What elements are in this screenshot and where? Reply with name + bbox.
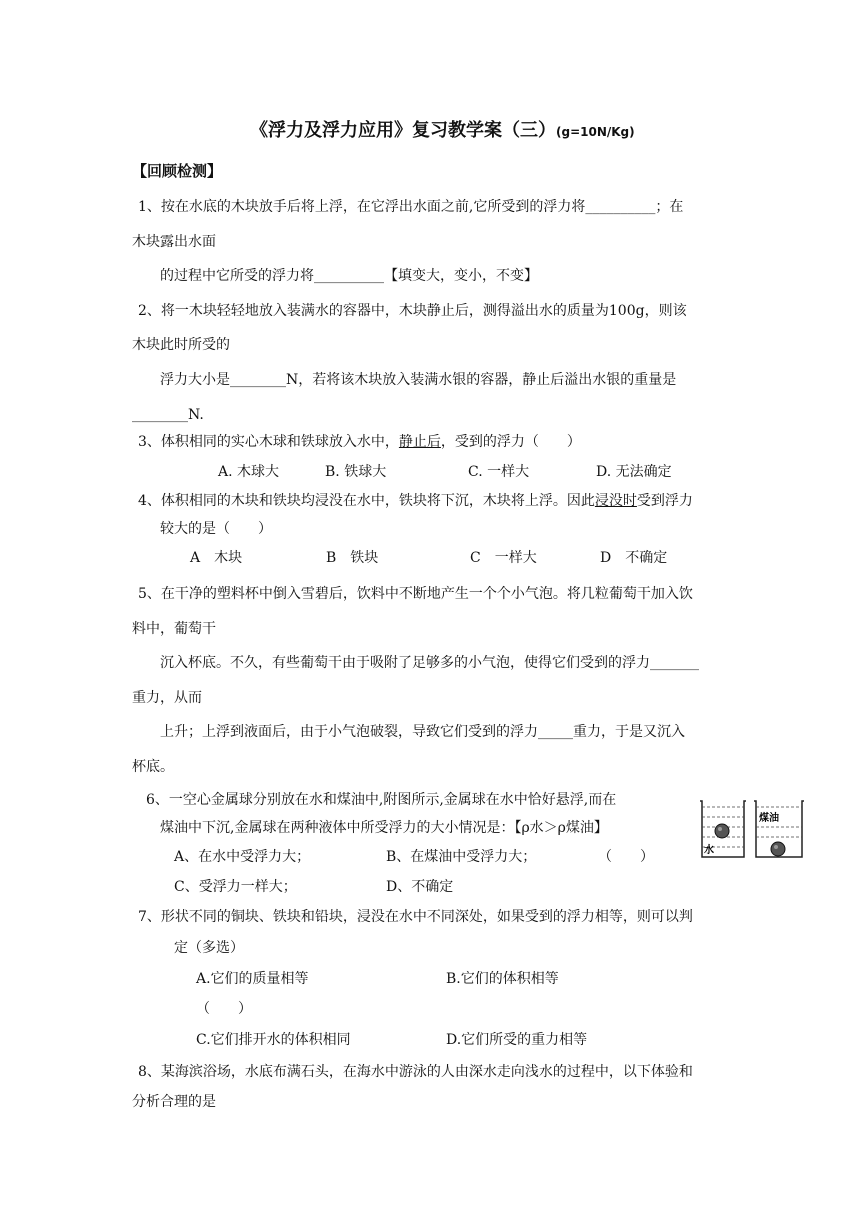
q1-line-3: 的过程中它所受的浮力将__________【填变大，变小，不变】 bbox=[160, 268, 538, 284]
q5-line-4: 重力，从而 bbox=[132, 690, 202, 706]
q6-option-a: A、在水中受浮力大； bbox=[174, 849, 311, 865]
q4-stem bbox=[138, 491, 693, 511]
q6-option-b: B、在煤油中受浮力大； bbox=[386, 849, 537, 865]
q5-line-6: 杯底。 bbox=[132, 759, 174, 775]
q3-option-d: D. 无法确定 bbox=[596, 464, 672, 480]
q6-answer-paren: （ ） bbox=[598, 849, 654, 865]
q4-stem-pre: 4、体积相同的木块和铁块均浸没在水中，铁块将下沉，木块将上浮。因此 bbox=[138, 493, 595, 509]
q3-stem-post: ，受到的浮力（ ） bbox=[440, 434, 581, 450]
q4-stem-post: 受到浮力 bbox=[636, 493, 693, 509]
ball-suspended bbox=[715, 824, 729, 838]
q1-line-1: 1、按在水底的木块放手后将上浮，在它浮出水面之前,它所受到的浮力将__________；在 bbox=[138, 199, 684, 215]
q3-stem bbox=[138, 432, 581, 452]
q8-line-1: 8、某海滨浴场，水底布满石头，在海水中游泳的人由深水走向浅水的过程中，以下体验和 bbox=[138, 1064, 693, 1080]
q5-line-3: 沉入杯底。不久，有些葡萄干由于吸附了足够多的小气泡，使得它们受到的浮力_______ bbox=[160, 655, 699, 671]
beaker-figure bbox=[698, 795, 810, 865]
q7-answer-paren: （ ） bbox=[196, 1001, 252, 1017]
q2-line-1: 2、将一木块轻轻地放入装满水的容器中，木块静止后，测得溢出水的质量为100g，则该 bbox=[138, 303, 687, 319]
oil-label: 煤油 bbox=[759, 813, 779, 824]
beaker-figure-svg bbox=[698, 795, 810, 865]
section-heading: 【回顾检测】 bbox=[132, 162, 223, 180]
q3-stem-pre: 3、体积相同的实心木球和铁球放入水中， bbox=[138, 434, 399, 450]
q6-option-d: D、不确定 bbox=[386, 879, 454, 895]
q4-option-c: C 一样大 bbox=[470, 550, 537, 566]
page-title bbox=[250, 116, 635, 142]
q4-option-b: B 铁块 bbox=[326, 550, 379, 566]
ball-sunk bbox=[771, 842, 785, 856]
q7-line-1: 7、形状不同的铜块、铁块和铅块，浸没在水中不同深处，如果受到的浮力相等，则可以判 bbox=[138, 909, 693, 925]
q1-line-2: 木块露出水面 bbox=[132, 234, 216, 250]
q3-option-c: C. 一样大 bbox=[468, 464, 530, 480]
q7-option-d: D.它们所受的重力相等 bbox=[446, 1032, 588, 1048]
q2-line-2: 木块此时所受的 bbox=[132, 337, 230, 353]
q4-option-a: A 木块 bbox=[190, 550, 243, 566]
q2-line-3: 浮力大小是________N，若将该木块放入装满水银的容器，静止后溢出水银的重量是 bbox=[160, 372, 677, 388]
water-beaker bbox=[700, 801, 746, 857]
oil-beaker bbox=[754, 801, 804, 857]
q7-option-b: B.它们的体积相等 bbox=[446, 971, 559, 987]
water-label: 水 bbox=[704, 845, 714, 856]
q7-line-2: 定（多选） bbox=[174, 940, 244, 956]
q5-line-1: 5、在干净的塑料杯中倒入雪碧后，饮料中不断地产生一个个小气泡。将几粒葡萄干加入饮 bbox=[138, 586, 693, 602]
title-note: (g=10N/Kg) bbox=[556, 125, 635, 139]
title-text: 《浮力及浮力应用》复习教学案（三） bbox=[250, 120, 556, 141]
q7-option-a: A.它们的质量相等 bbox=[196, 971, 309, 987]
q4-line-2: 较大的是（ ） bbox=[160, 521, 272, 537]
q3-option-a: A. 木球大 bbox=[218, 464, 280, 480]
q3-option-b: B. 铁球大 bbox=[325, 464, 387, 480]
q6-line-1: 6、一空心金属球分别放在水和煤油中,附图所示,金属球在水中恰好悬浮,而在 bbox=[146, 792, 617, 808]
q5-line-2: 料中，葡萄干 bbox=[132, 621, 216, 637]
q6-line-2: 煤油中下沉,金属球在两种液体中所受浮力的大小情况是：【ρ水＞ρ煤油】 bbox=[160, 820, 608, 836]
q3-stem-underlined: 静止后 bbox=[398, 434, 441, 450]
q2-line-4: ________N. bbox=[132, 407, 204, 423]
q7-option-c: C.它们排开水的体积相同 bbox=[196, 1032, 351, 1048]
q5-line-5: 上升；上浮到液面后，由于小气泡破裂，导致它们受到的浮力_____重力，于是又沉入 bbox=[160, 724, 685, 740]
q4-stem-underlined: 浸没时 bbox=[594, 493, 637, 509]
q4-option-d: D 不确定 bbox=[600, 550, 668, 566]
q6-option-c: C、受浮力一样大； bbox=[174, 879, 297, 895]
q8-line-2: 分析合理的是 bbox=[132, 1094, 216, 1110]
